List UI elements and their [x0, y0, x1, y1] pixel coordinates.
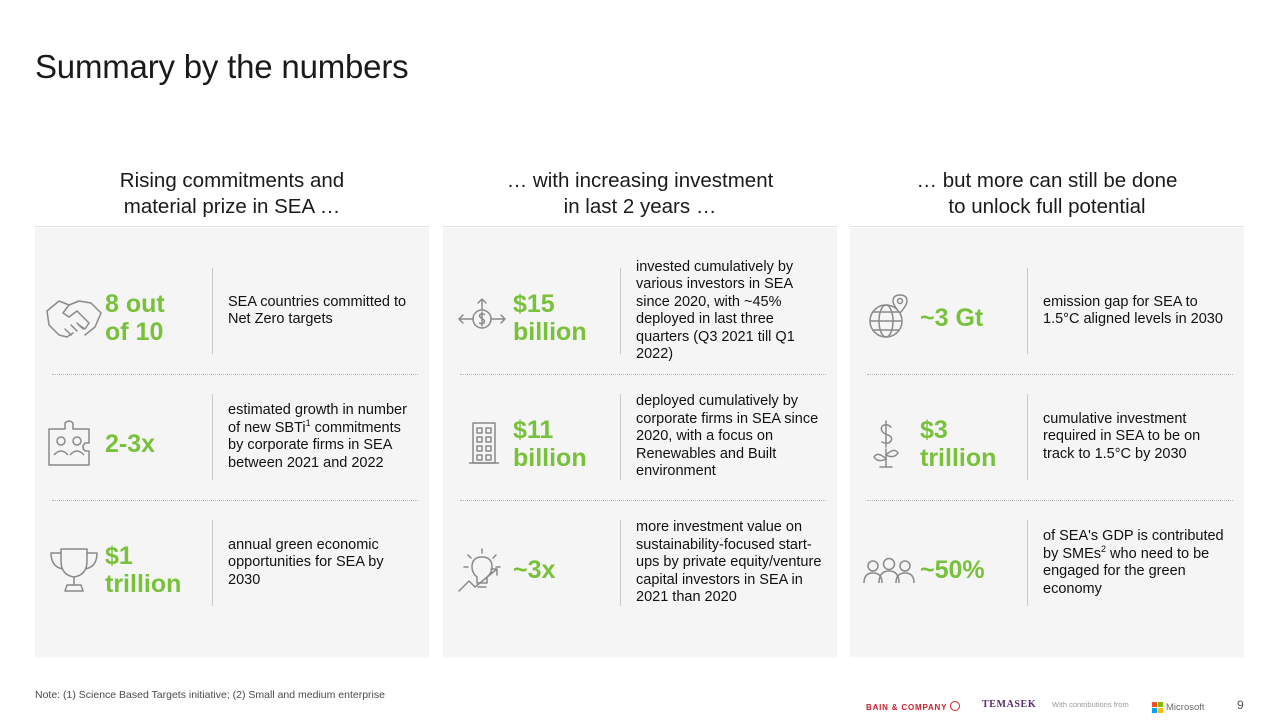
- panel-potential: [850, 228, 1244, 657]
- value-line: trillion: [105, 570, 182, 598]
- description-part: estimated growth in number of new SBTi: [228, 402, 407, 436]
- stat-row: [443, 382, 837, 506]
- description-text: emission gap for SEA to 1.5°C aligned levels in 2030: [1043, 293, 1223, 327]
- stat-value: [513, 508, 619, 632]
- footnote-marker: 2: [1101, 543, 1107, 554]
- heading-line: material prize in SEA …: [123, 195, 341, 218]
- stat-value: [920, 256, 1026, 380]
- value-line: 2-3x: [105, 430, 156, 458]
- stat-value: [513, 256, 619, 380]
- description-part: of SEA's GDP is contributed by SMEs: [1043, 528, 1224, 562]
- stat-row: [35, 382, 429, 506]
- row-divider: [460, 500, 826, 501]
- row-divider: [52, 500, 418, 501]
- heading-line: to unlock full potential: [948, 195, 1146, 218]
- microsoft-grid-icon: [1152, 702, 1163, 713]
- stat-value: [920, 382, 1026, 506]
- stat-description: [228, 256, 418, 366]
- row-divider: [867, 500, 1233, 501]
- building-icon: [453, 417, 511, 471]
- column-heading-commitments: [35, 168, 429, 227]
- footnote: Note: (1) Science Based Targets initiative; (2) Small and medium enterprise: [35, 689, 385, 701]
- value-line: ~3 Gt: [920, 304, 984, 332]
- money-flow-icon: [453, 291, 511, 345]
- stat-row: [850, 382, 1244, 506]
- description-text: deployed cumulatively by corporate firms in SEA since 2020, with a focus on Renewables and Built environment: [636, 393, 819, 480]
- divider: [620, 394, 621, 480]
- dollar-plant-icon: [860, 417, 918, 471]
- divider: [212, 268, 213, 354]
- stat-description: [636, 256, 826, 366]
- divider: [620, 520, 621, 606]
- description-text: annual green economic opportunities for SEA by 2030: [228, 536, 384, 588]
- stat-description: [228, 508, 418, 618]
- stat-row: [35, 256, 429, 380]
- stat-description: [1043, 382, 1233, 492]
- bain-logo-text: BAIN & COMPANY: [866, 703, 948, 712]
- microsoft-logo-text: Microsoft: [1166, 701, 1205, 713]
- column-heading-potential: [850, 168, 1244, 227]
- value-line: billion: [513, 318, 587, 346]
- value-line: $1: [105, 542, 133, 570]
- description-text: cumulative investment required in SEA to be on track to 1.5°C by 2030: [1043, 410, 1201, 462]
- value-line: of 10: [105, 318, 164, 346]
- stat-row: [35, 508, 429, 632]
- heading-line: … but more can still be done: [916, 169, 1178, 192]
- stat-description: [1043, 508, 1233, 618]
- stat-value: [105, 508, 211, 632]
- row-divider: [460, 374, 826, 375]
- heading-line: in last 2 years …: [563, 195, 717, 218]
- divider: [212, 520, 213, 606]
- value-line: $3: [920, 416, 948, 444]
- trophy-icon: [45, 543, 103, 597]
- stat-row: [443, 508, 837, 632]
- heading-line: Rising commitments and: [119, 169, 345, 192]
- microsoft-logo: [1152, 699, 1205, 715]
- stat-value: [920, 508, 1026, 632]
- row-divider: [867, 374, 1233, 375]
- footnote-marker: 1: [305, 417, 311, 428]
- page-number: 9: [1237, 698, 1244, 712]
- value-line: ~50%: [920, 556, 985, 584]
- idea-growth-icon: [453, 543, 511, 597]
- description-text: [228, 402, 418, 472]
- stat-description: [1043, 256, 1233, 366]
- divider: [620, 268, 621, 354]
- people-group-icon: [860, 543, 918, 597]
- handshake-icon: [45, 291, 103, 345]
- stat-row: [850, 508, 1244, 632]
- column-heading-investment: [443, 168, 837, 227]
- stat-row: [850, 256, 1244, 380]
- divider: [1027, 268, 1028, 354]
- globe-pin-icon: [860, 291, 918, 345]
- bain-logo: [866, 701, 960, 717]
- divider: [1027, 394, 1028, 480]
- panel-investment: [443, 228, 837, 657]
- stat-description: [228, 382, 418, 492]
- stat-row: [443, 256, 837, 380]
- value-line: trillion: [920, 444, 997, 472]
- bain-mark-icon: [950, 701, 960, 711]
- description-text: SEA countries committed to Net Zero targets: [228, 293, 407, 327]
- description-part: who need to be engaged for the green economy: [1043, 545, 1210, 597]
- row-divider: [52, 374, 418, 375]
- divider: [212, 394, 213, 480]
- description-part: commitments by corporate firms in SEA between 2021 and 2022: [228, 419, 401, 471]
- value-line: $11: [513, 416, 554, 444]
- panel-commitments: [35, 228, 429, 657]
- stat-value: [105, 256, 211, 380]
- team-puzzle-icon: [45, 417, 103, 471]
- stat-value: [105, 382, 211, 506]
- stat-value: [513, 382, 619, 506]
- value-line: $15: [513, 290, 555, 318]
- contributions-label: With contributions from: [1052, 700, 1129, 709]
- divider: [1027, 520, 1028, 606]
- description-text: invested cumulatively by various investors in SEA since 2020, with ~45% deployed in last three quarters (Q3 2021 till Q1 2022): [636, 258, 795, 362]
- value-line: 8 out: [105, 290, 165, 318]
- temasek-logo: TEMASEK: [982, 699, 1037, 710]
- description-text: [1043, 528, 1233, 598]
- description-text: more investment value on sustainability-focused start-ups by private equity/venture capital investors in SEA in 2021 than 2020: [636, 519, 822, 606]
- page-title: Summary by the numbers: [35, 48, 409, 85]
- value-line: billion: [513, 444, 587, 472]
- value-line: ~3x: [513, 556, 556, 584]
- stat-description: [636, 508, 826, 618]
- heading-line: … with increasing investment: [506, 169, 774, 192]
- stat-description: [636, 382, 826, 492]
